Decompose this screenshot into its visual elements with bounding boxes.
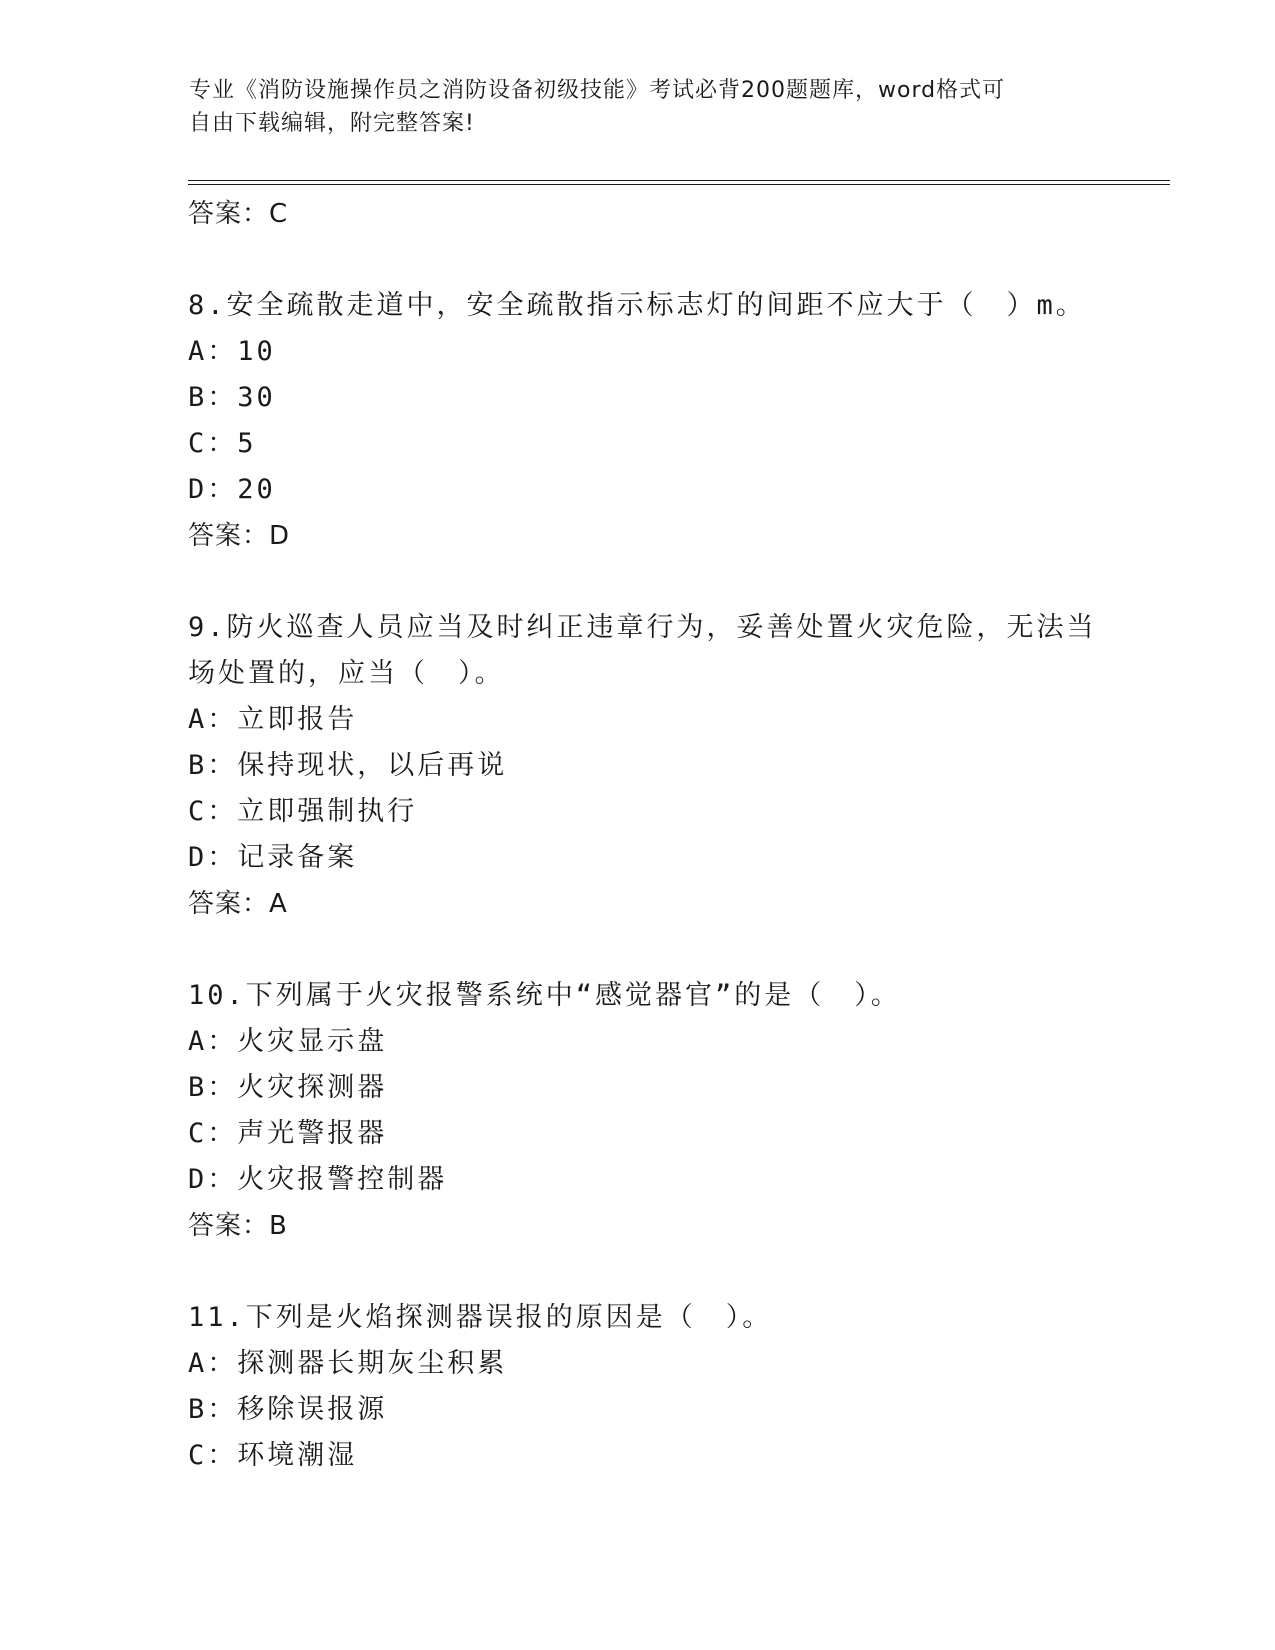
answer-prev: 答案：C bbox=[188, 199, 289, 229]
answer: 答案：A bbox=[188, 889, 288, 919]
option-b: B：保持现状，以后再说 bbox=[188, 750, 508, 781]
option-d: D：记录备案 bbox=[188, 842, 358, 873]
question-10 bbox=[188, 973, 1168, 1249]
option-b: B：移除误报源 bbox=[188, 1394, 388, 1425]
option-d: D：20 bbox=[188, 474, 276, 505]
answer: 答案：D bbox=[188, 521, 291, 551]
question-stem: 11.下列是火焰探测器误报的原因是（ ）。 bbox=[188, 1302, 773, 1333]
option-c: C：环境潮湿 bbox=[188, 1440, 358, 1471]
header-line-2: 自由下载编辑，附完整答案! bbox=[189, 111, 475, 136]
question-stem: 9.防火巡查人员应当及时纠正违章行为，妥善处置火灾危险，无法当 bbox=[188, 612, 1097, 643]
question-11 bbox=[188, 1295, 1168, 1479]
option-d: D：火灾报警控制器 bbox=[188, 1164, 448, 1195]
option-a: A：探测器长期灰尘积累 bbox=[188, 1348, 508, 1379]
question-stem: 8.安全疏散走道中，安全疏散指示标志灯的间距不应大于（ ）m。 bbox=[188, 290, 1086, 321]
option-a: A：立即报告 bbox=[188, 704, 358, 735]
question-stem-continued: 场处置的，应当（ ）。 bbox=[188, 658, 505, 689]
answer: 答案：B bbox=[188, 1211, 288, 1241]
spacer bbox=[188, 927, 1168, 973]
header-line-1: 专业《消防设施操作员之消防设备初级技能》考试必背200题题库，word格式可 bbox=[189, 78, 1006, 103]
option-b: B：30 bbox=[188, 382, 276, 413]
option-a: A：火灾显示盘 bbox=[188, 1026, 388, 1057]
spacer bbox=[188, 559, 1168, 605]
option-b: B：火灾探测器 bbox=[188, 1072, 388, 1103]
header-rule-top bbox=[188, 180, 1170, 181]
option-c: C：5 bbox=[188, 428, 257, 459]
question-9 bbox=[188, 605, 1168, 927]
spacer bbox=[188, 1249, 1168, 1295]
question-8 bbox=[188, 283, 1168, 559]
option-c: C：立即强制执行 bbox=[188, 796, 418, 827]
option-c: C：声光警报器 bbox=[188, 1118, 388, 1149]
question-list bbox=[188, 191, 1168, 1479]
document-header bbox=[189, 74, 1069, 140]
option-a: A：10 bbox=[188, 336, 276, 367]
spacer bbox=[188, 237, 1168, 283]
header-rule-bottom bbox=[188, 184, 1170, 185]
question-stem: 10.下列属于火灾报警系统中“感觉器官”的是（ ）。 bbox=[188, 980, 901, 1011]
